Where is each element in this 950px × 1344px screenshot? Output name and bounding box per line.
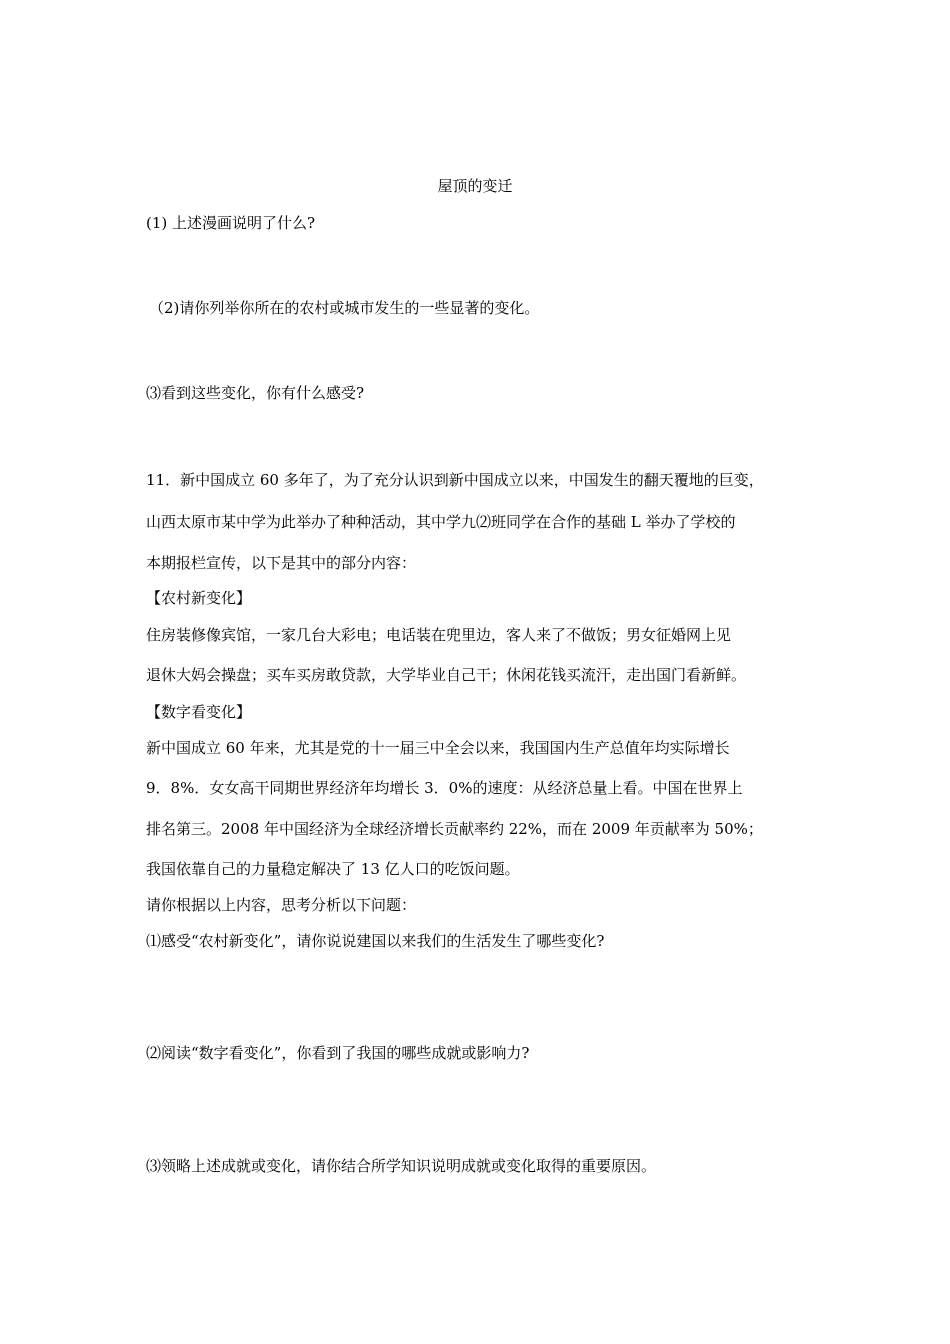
question-1: (1) 上述漫画说明了什么? <box>146 214 316 232</box>
page-title: 屋顶的变迁 <box>437 177 513 195</box>
paragraph-11-line-3: 本期报栏宣传，以下是其中的部分内容： <box>146 554 417 572</box>
section-numbers-line-3: 排名第三。2008 年中国经济为全球经济增长贡献率约 22%，而在 2009 年贡献率为 50%； <box>146 820 763 838</box>
section-numbers-line-4: 我国依靠自己的力量稳定解决了 13 亿人口的吃饭问题。 <box>146 860 520 878</box>
sub-question-2: ⑵阅读“数字看变化”，你看到了我国的哪些成就或影响力? <box>146 1044 530 1062</box>
paragraph-11-line-2: 山西太原市某中学为此举办了种种活动，其中学九⑵班同学在合作的基础 L 举办了学校的 <box>146 513 736 531</box>
section-numbers-line-1: 新中国成立 60 年来，尤其是党的十一届三中全会以来，我国国内生产总值年均实际增长 <box>146 739 730 757</box>
section-rural-line-1: 住房装修像宾馆，一家几台大彩电；电话装在兜里边，客人来了不做饭；男女征婚网上见 <box>146 626 732 644</box>
section-rural-line-2: 退休大妈会操盘；买车买房敢贷款，大学毕业自己干；休闲花钱买流汗，走出国门看新鲜。 <box>146 666 747 684</box>
question-2: （2)请你列举你所在的农村或城市发生的一些显著的变化。 <box>149 299 540 317</box>
section-rural-header: 【农村新变化】 <box>146 589 252 607</box>
paragraph-11-line-1: 11．新中国成立 60 多年了，为了充分认识到新中国成立以来，中国发生的翻天覆地的巨变， <box>146 471 764 489</box>
sub-question-1: ⑴感受“农村新变化”，请你说说建国以来我们的生活发生了哪些变化? <box>146 932 605 950</box>
section-numbers-header: 【数字看变化】 <box>146 703 252 721</box>
sub-question-3: ⑶领略上述成就或变化，请你结合所学知识说明成就或变化取得的重要原因。 <box>146 1157 657 1175</box>
question-3: ⑶看到这些变化，你有什么感受? <box>146 384 365 402</box>
section-numbers-line-2: 9．8%．女女高干同期世界经济年均增长 3．0%的速度：从经济总量上看。中国在世界上 <box>146 779 743 797</box>
instruction: 请你根据以上内容，思考分析以下问题： <box>146 896 417 914</box>
